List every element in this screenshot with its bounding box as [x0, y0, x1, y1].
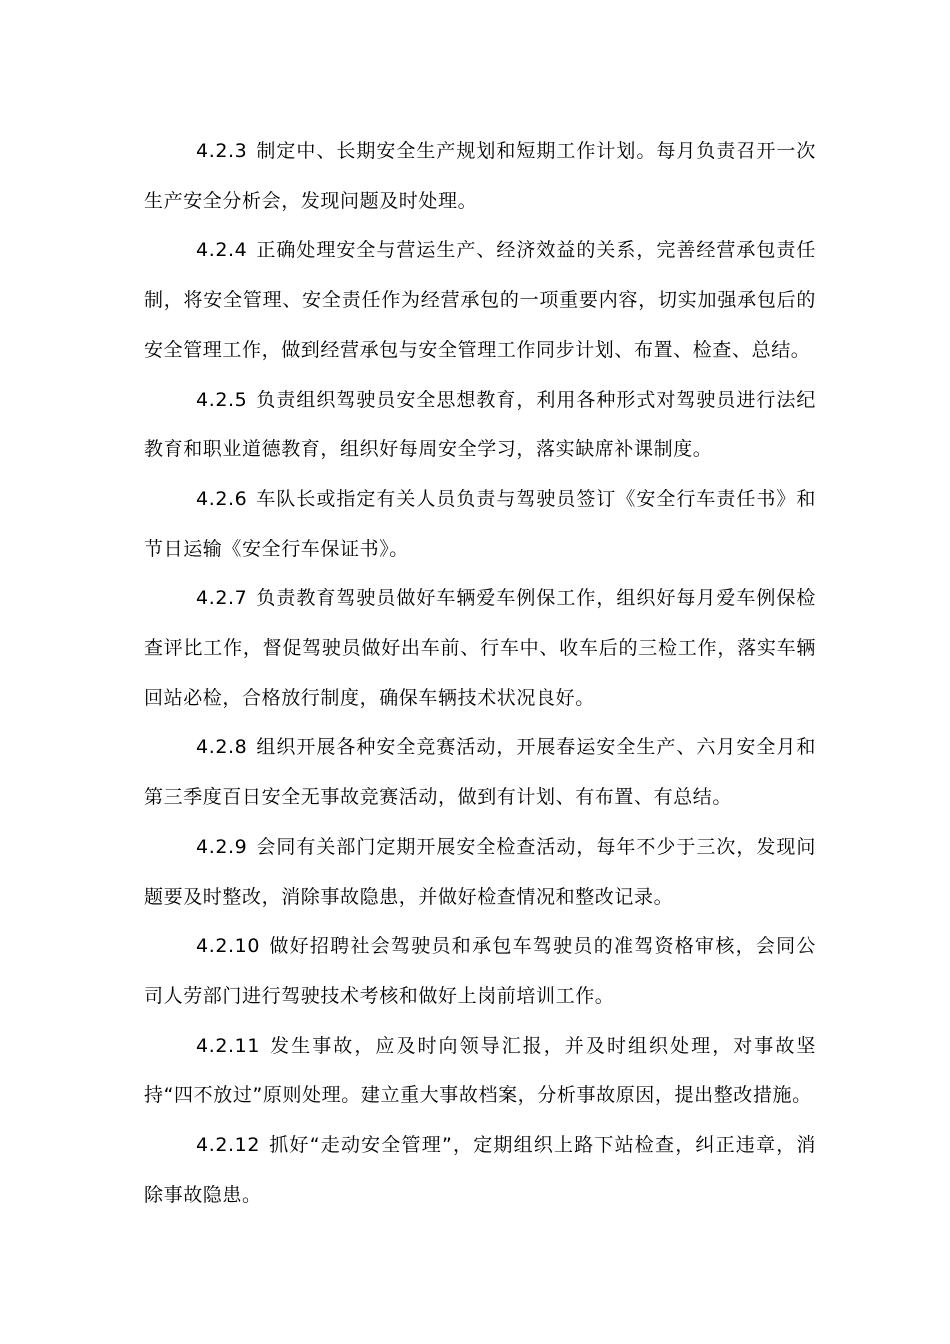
document-page: [144, 127, 816, 1220]
clause-4-2-3: [144, 127, 816, 226]
clause-text: 发生事故，应及时向领导汇报，并及时组织处理，对事故坚持“四不放过”原则处理。建立重大事故档案，分析事故原因，提出整改措施。: [144, 1034, 816, 1107]
clause-text: 负责组织驾驶员安全思想教育，利用各种形式对驾驶员进行法纪教育和职业道德教育，组织好每周安全学习，落实缺席补课制度。: [144, 388, 816, 461]
clause-text: 做好招聘社会驾驶员和承包车驾驶员的准驾资格审核，会同公司人劳部门进行驾驶技术考核和做好上岗前培训工作。: [144, 935, 816, 1007]
clause-text: 负责教育驾驶员做好车辆爱车例保工作，组织好每月爱车例保检查评比工作，督促驾驶员做好出车前、行车中、收车后的三检工作，落实车辆回站必检，合格放行制度，确保车辆技术状况良好。: [144, 587, 816, 709]
clause-text: 制定中、长期安全生产规划和短期工作计划。每月负责召开一次生产安全分析会，发现问题及时处理。: [144, 140, 816, 212]
clause-number: 4.2.6: [196, 487, 248, 510]
clause-4-2-11: [144, 1022, 816, 1121]
clause-text: 车队长或指定有关人员负责与驾驶员签订《安全行车责任书》和节日运输《安全行车保证书》。: [144, 487, 816, 560]
clause-4-2-12: [144, 1121, 816, 1220]
clause-number: 4.2.5: [196, 388, 248, 411]
clause-number: 4.2.7: [196, 587, 248, 610]
clause-number: 4.2.10: [196, 935, 261, 958]
clause-4-2-5: [144, 376, 816, 475]
clause-number: 4.2.3: [196, 140, 248, 162]
clause-4-2-9: [144, 823, 816, 922]
clause-4-2-10: [144, 922, 816, 1021]
clause-number: 4.2.9: [196, 835, 248, 858]
clause-number: 4.2.4: [196, 239, 248, 262]
clause-text: 组织开展各种安全竞赛活动，开展春运安全生产、六月安全月和第三季度百日安全无事故竞赛活动，做到有计划、有布置、有总结。: [144, 736, 816, 809]
clause-text: 正确处理安全与营运生产、经济效益的关系，完善经营承包责任制，将安全管理、安全责任作为经营承包的一项重要内容，切实加强承包后的安全管理工作，做到经营承包与安全管理工作同步计划、布置、检查、总结。: [144, 239, 816, 361]
clause-number: 4.2.11: [196, 1034, 261, 1057]
clause-number: 4.2.12: [196, 1134, 261, 1157]
clause-number: 4.2.8: [196, 736, 248, 759]
clause-4-2-4: [144, 226, 816, 375]
clause-4-2-7: [144, 574, 816, 723]
clause-4-2-6: [144, 475, 816, 574]
clause-text: 会同有关部门定期开展安全检查活动，每年不少于三次，发现问题要及时整改，消除事故隐患，并做好检查情况和整改记录。: [144, 835, 816, 908]
clause-text: 抓好“走动安全管理”，定期组织上路下站检查，纠正违章，消除事故隐患。: [144, 1134, 816, 1206]
clause-4-2-8: [144, 723, 816, 822]
